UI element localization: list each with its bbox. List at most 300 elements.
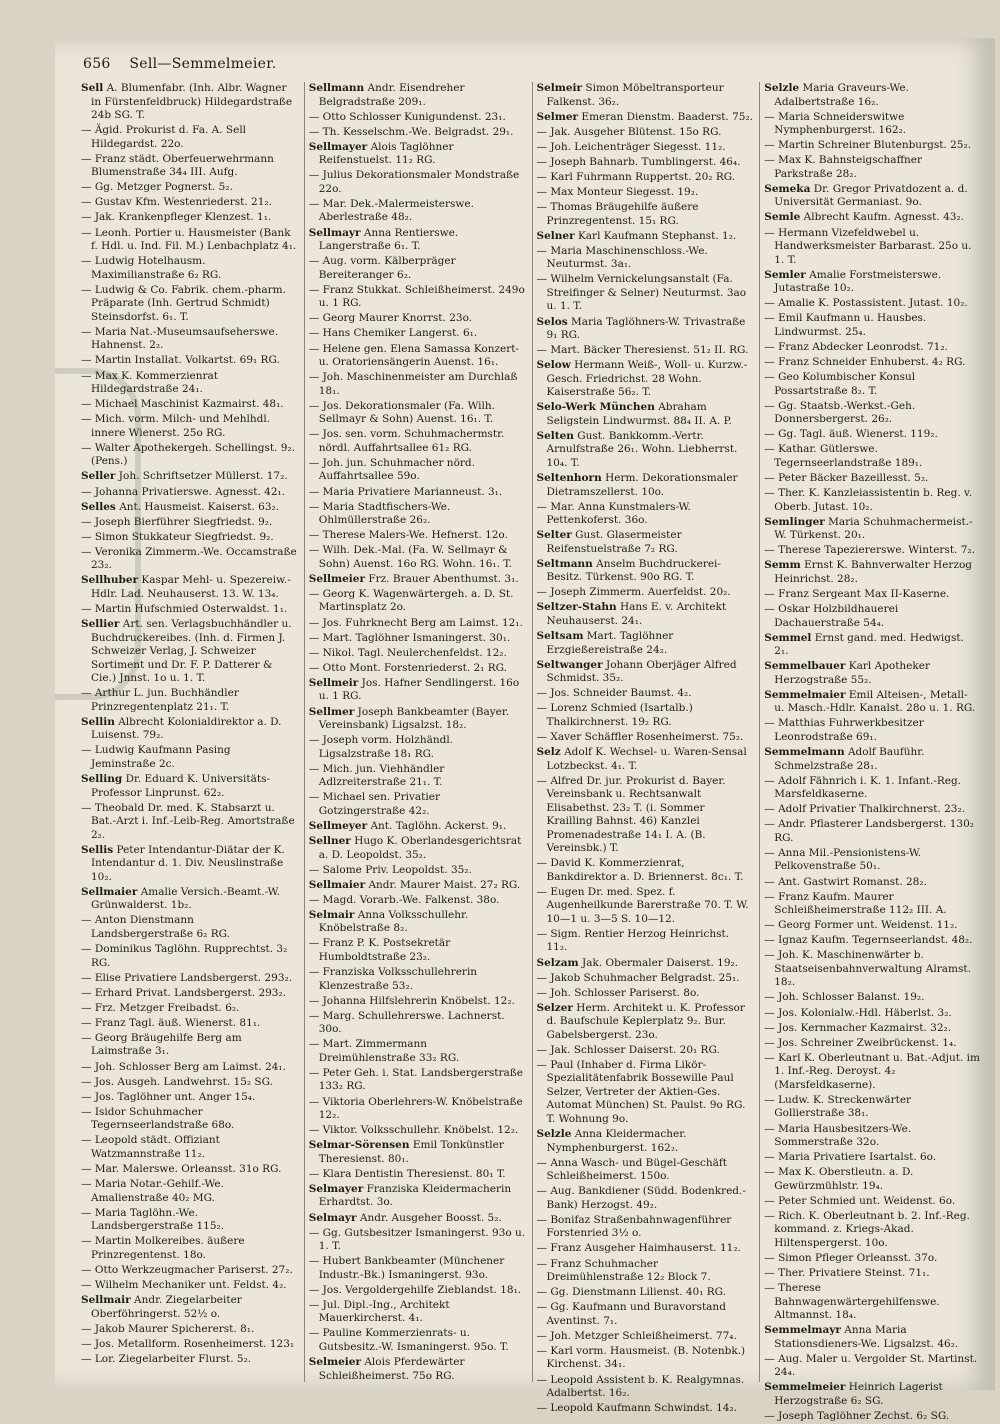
entry-text: — Jos. Ausgeh. Landwehrst. 15₂ SG. [81, 1075, 273, 1088]
entry-text: — Georg Maurer Knorrst. 23o. [308, 312, 473, 325]
entry-text: — Aug. Bankdiener (Südd. Bodenkred.-Bank) Herzogst. 49₂. [536, 1185, 746, 1211]
directory-entry [764, 400, 981, 427]
directory-entry [309, 647, 526, 661]
directory-columns [81, 82, 981, 1423]
directory-entry [764, 803, 981, 817]
directory-entry [764, 1037, 981, 1051]
directory-entry [764, 991, 981, 1005]
entry-text: — Leopold Assistent b. K. Realgymnas. Adalbertst. 16₂. [536, 1373, 745, 1399]
directory-entry [81, 618, 298, 686]
entry-text: — Joseph vorm. Holzhändl. Ligsalzstraße 18₁ RG. [308, 734, 454, 760]
directory-entry [537, 987, 754, 1001]
surname: Semmelbauer [764, 660, 846, 673]
entry-text: — Joseph Taglöhner Zechst. 6₂ SG. [764, 1410, 950, 1423]
directory-entry [309, 632, 526, 646]
directory-entry [81, 1207, 298, 1234]
surname: Selter [536, 529, 572, 542]
entry-text: — Klara Dentistin Theresienst. 80₁ T. [308, 1167, 506, 1180]
entry-text: — Johanna Privatierswe. Agnesst. 42₁. [81, 485, 286, 498]
entry-text: — Matthias Fuhrwerkbesitzer Leonrodstraße 69₁. [764, 717, 924, 743]
surname: Seller [81, 470, 116, 483]
directory-entry [81, 227, 298, 254]
directory-entry [81, 972, 298, 986]
directory-entry [81, 886, 298, 913]
directory-entry [309, 1096, 526, 1123]
entry-text: — Therese Malers-We. Hefnerst. 12o. [308, 529, 508, 542]
directory-entry [81, 1163, 298, 1177]
entry-text: — Viktoria Oberlehrers-W. Knöbelstraße 12₂. [308, 1095, 523, 1122]
entry-text: Adolf Bauführ. Schmelzstraße 28₁. [774, 746, 925, 772]
directory-entry [81, 1294, 298, 1321]
directory-entry [537, 659, 754, 686]
directory-entry [537, 1286, 754, 1300]
entry-text: — Franz Stukkat. Schleißheimerst. 249o u. 1 RG. [308, 283, 525, 310]
entry-text: — Hermann Vizefeldwebel u. Handwerksmeister Barbarast. 25o u. 1. T. [764, 226, 972, 266]
directory-entry [537, 957, 754, 971]
directory-entry [764, 775, 981, 802]
entry-text: — Sigm. Rentier Herzog Heinrichst. 11₂. [536, 927, 730, 954]
directory-entry [81, 687, 298, 714]
directory-entry [537, 529, 754, 556]
entry-text: — Maria Notar.-Gehilf.-We. Amalienstraße 40₂ MG. [81, 1178, 224, 1204]
entry-text: — Helene gen. Elena Samassa Konzert- u. Oratoriensängerin Auenst. 16₁. [308, 342, 520, 369]
entry-text: — Paul (Inhaber d. Firma Likör-Spezialitätenfabrik Bossewille Paul Selzer, Vertreter der Aktien-Ges. Automat München) St. Paulst. 9o RG. T. Wohnung 9o. [536, 1058, 746, 1125]
directory-entry [309, 864, 526, 878]
directory-entry [81, 844, 298, 885]
directory-entry [81, 1264, 298, 1278]
directory-entry [81, 1032, 298, 1059]
entry-text: — Franz städt. Oberfeuerwehrmann Blumenstraße 34₄ III. Aufg. [81, 152, 274, 179]
entry-text: Joseph Bankbeamter (Bayer. Vereinsbank) Ligsalzst. 18₂. [318, 705, 510, 732]
directory-entry [537, 1242, 754, 1256]
entry-text: — Wilhelm Vernickelungsanstalt (Fa. Streifinger & Selner) Neuturmst. 3ao u. 1. T. [536, 273, 747, 313]
directory-entry [309, 486, 526, 500]
directory-entry [764, 559, 981, 586]
entry-text: — Marg. Schullehrerswe. Lachnerst. 30o. [308, 1009, 505, 1036]
directory-entry [309, 573, 526, 587]
entry-text: — Ägid. Prokurist d. Fa. A. Sell Hildegardst. 22o. [81, 124, 247, 150]
surname: Sellin [81, 715, 115, 728]
entry-text: Herm. Architekt u. K. Professor d. Baufschule Keplerplatz 9₂. Bur. Gabelsbergerst. 23o. [546, 1001, 745, 1041]
surname: Semmelmann [764, 746, 845, 759]
directory-entry [764, 139, 981, 153]
entry-text: Mart. Taglöhner Erzgießereistraße 24₂. [546, 630, 674, 656]
entry-text: Andr. Maurer Maist. 27₂ RG. [368, 878, 521, 891]
entry-text: Amalie Versich.-Beamt.-W. Grünwalderst. 1b₂. [91, 885, 280, 912]
entry-text: — Franziska Volksschullehrerin Klenzestraße 53₂. [308, 966, 478, 992]
entry-text: — Viktor. Volksschullehr. Knöbelst. 12₂. [308, 1124, 519, 1137]
entry-text: Hermann Weiß-, Woll- u. Kurzw.-Gesch. Friedrichst. 28 Wohn. Kaiserstraße 56₂. T. [546, 359, 748, 399]
entry-text: — Maria Stadtfischers-We. Ohlmüllerstraße 26₂. [308, 500, 451, 527]
column-1 [81, 82, 298, 1382]
entry-text: Hans E. v. Architekt Neuhauserst. 24₁. [546, 601, 727, 627]
entry-text: — Joseph Zimmerm. Auerfeldst. 20₂. [536, 586, 731, 599]
entry-text: — Simon Stukkateur Siegfriedst. 9₂. [81, 530, 274, 543]
directory-entry [309, 706, 526, 733]
entry-text: — Otto Mont. Forstenriederst. 2₁ RG. [308, 661, 507, 674]
entry-text: — Mich. vorm. Milch- und Mehlhdl. innere Wienerst. 25o RG. [81, 413, 271, 439]
entry-text: — Franz Ausgeher Haimhauserst. 11₂. [536, 1242, 741, 1255]
directory-entry [537, 1185, 754, 1212]
entry-text: — Isidor Schuhmacher Tegernseerlandstraße 68o. [81, 1105, 235, 1132]
surname: Selzer [536, 1001, 573, 1014]
entry-text: Karl Kaufmann Stephanst. 1₂. [577, 229, 737, 242]
directory-entry [537, 156, 754, 170]
surname: Sellhuber [81, 574, 139, 587]
entry-text: — Anton Dienstmann Landsbergerstraße 6₂ RG. [81, 914, 230, 940]
directory-entry [309, 588, 526, 615]
entry-text: — Gg. Staatsb.-Werkst.-Geh. Donnersbergerst. 26₂. [764, 399, 916, 426]
entry-text: Maria Taglöhners-W. Trivastraße 9₁ RG. [546, 315, 746, 342]
directory-entry [81, 501, 298, 515]
directory-entry [764, 1381, 981, 1408]
entry-text: — Franz P. K. Postsekretär Humboldtstraße 23₂. [308, 937, 451, 963]
entry-text: Gust. Bankkomm.-Vertr. Arnulfstraße 26₁. Wohn. Liebherrst. 10₄. T. [546, 429, 738, 469]
entry-text: — Maria Privatiere Isartalst. 6o. [764, 1151, 937, 1164]
directory-entry [309, 1299, 526, 1326]
entry-text: — Jos. Metallform. Rosenheimerst. 123₁ [81, 1337, 295, 1350]
directory-entry [764, 312, 981, 339]
directory-entry [81, 1279, 298, 1293]
entry-text: — Georg Former unt. Weidenst. 11₂. [764, 919, 958, 932]
directory-entry [309, 835, 526, 862]
entry-text: — Oskar Holzbildhauerei Dachauerstraße 54₄. [764, 603, 899, 629]
directory-entry [81, 442, 298, 469]
directory-entry [309, 763, 526, 790]
directory-entry [537, 1258, 754, 1285]
directory-entry [537, 171, 754, 185]
directory-entry [81, 486, 298, 500]
entry-text: — Gg. Kaufmann und Buravorstand Aventinst. 7₁. [536, 1301, 726, 1327]
surname: Semlinger [764, 515, 825, 528]
entry-text: Adolf K. Wechsel- u. Waren-Sensal Lotzbeckst. 4₁. T. [546, 746, 747, 772]
entry-text: — Magd. Vorarb.-We. Falkenst. 38o. [308, 893, 500, 906]
entry-text: — Wilh. Dek.-Mal. (Fa. W. Sellmayr & Sohn) Auenst. 16o RG. Wohn. 16₁. T. [308, 544, 513, 570]
directory-entry [309, 169, 526, 196]
directory-entry [309, 1255, 526, 1282]
directory-entry [309, 141, 526, 168]
entry-text: — Johanna Hilfslehrerin Knöbelst. 12₂. [308, 994, 515, 1007]
directory-entry [309, 1038, 526, 1065]
directory-entry [764, 356, 981, 370]
column-3 [532, 82, 754, 1415]
entry-text: — Martin Schreiner Blutenburgst. 25₂. [764, 139, 972, 152]
directory-entry [537, 230, 754, 244]
directory-entry [309, 82, 526, 109]
directory-entry [81, 716, 298, 743]
entry-text: — Gg. Metzger Pognerst. 5₂. [81, 181, 233, 194]
entry-text: — Gg. Gutsbesitzer Ismaningerst. 93o u. 1. T. [308, 1226, 526, 1253]
entry-text: — Jakob Schuhmacher Belgradst. 25₁. [536, 971, 740, 984]
entry-text: — Ludw. K. Streckenwärter Gollierstraße 38₁. [764, 1093, 912, 1120]
entry-text: Anselm Buchdruckerei-Besitz. Türkenst. 90o RG. T. [546, 557, 721, 584]
directory-entry [537, 1002, 754, 1043]
directory-entry [81, 914, 298, 941]
entry-text: — Jak. Ausgeher Blütenst. 15o RG. [536, 125, 722, 138]
directory-entry [764, 1022, 981, 1036]
entry-text: — Franz Schneider Enhuberst. 4₂ RG. [764, 356, 966, 369]
directory-entry [764, 717, 981, 744]
directory-entry [309, 734, 526, 761]
entry-text: — Ignaz Kaufm. Tegernseerlandst. 48₂. [764, 934, 973, 947]
directory-entry [81, 1017, 298, 1031]
entry-text: — Veronika Zimmerm.-We. Occamstraße 23₂. [81, 545, 297, 572]
entry-text: — Karl K. Oberleutnant u. Bat.-Adjut. im 1. Inf.-Reg. Deroyst. 4₂ (Marsfeldkaserne). [764, 1051, 980, 1091]
directory-entry [537, 344, 754, 358]
directory-entry [309, 662, 526, 676]
entry-text: — Jos. Kernmacher Kazmairst. 32₂. [764, 1021, 952, 1034]
directory-entry [81, 546, 298, 573]
surname: Selzam [536, 956, 579, 969]
entry-text: — Franz Tagl. äuß. Wienerst. 81₁. [81, 1016, 261, 1029]
surname: Semmelmeier [764, 1381, 846, 1394]
entry-text: — Jos. Fuhrknecht Berg am Laimst. 12₁. [308, 616, 523, 629]
directory-entry [81, 370, 298, 397]
directory-entry [764, 472, 981, 486]
entry-text: Jos. Hafner Sendlingerst. 16o u. 1 RG. [318, 676, 520, 703]
entry-text: — Joh. Metzger Schleißheimerst. 77₄. [536, 1329, 737, 1342]
entry-text: — Bonifaz Straßenbahnwagenführer Forstenried 3½ o. [536, 1213, 732, 1240]
entry-text: — Jos. Dekorationsmaler (Fa. Wilh. Sellmayr & Sohn) Auenst. 16₁. T. [308, 399, 496, 426]
directory-entry [764, 1094, 981, 1121]
column-4 [759, 82, 981, 1423]
directory-entry [537, 928, 754, 955]
directory-entry [537, 630, 754, 657]
entry-text: — Max K. Bahnsteigschaffner Parkstraße 28₂. [764, 154, 923, 180]
directory-entry [309, 126, 526, 140]
directory-entry [764, 603, 981, 630]
directory-entry [309, 966, 526, 993]
entry-text: — Julius Dekorationsmaler Mondstraße 22o. [308, 169, 520, 195]
entry-text: — Franz Schuhmacher Dreimühlenstraße 12₂ Block 7. [536, 1257, 711, 1284]
entry-text: — Joseph Bierführer Siegfriedst. 9₂. [81, 515, 273, 528]
entry-text: — Anna Mil.-Pensionistens-W. Pelkovenstraße 50₁. [764, 846, 922, 873]
directory-entry [537, 316, 754, 343]
directory-entry [764, 1007, 981, 1021]
entry-text: — Ludwig Kaufmann Pasing Jeminstraße 2c. [81, 744, 231, 770]
entry-text: — Simon Pfleger Orleansst. 37o. [764, 1252, 938, 1264]
entry-text: Ant. Hausmeist. Kaiserst. 63₂. [119, 500, 280, 513]
directory-entry [764, 1151, 981, 1165]
entry-text: Peter Intendantur-Diätar der K. Intendantur d. 1. Div. Neuslinstraße 10₂. [91, 843, 285, 883]
entry-text: Simon Möbeltransporteur Falkenst. 36₂. [546, 82, 724, 108]
entry-text: Albrecht Kolonialdirektor a. D. Luisenst. 79₂. [91, 715, 282, 742]
surname: Semmelmaier [764, 688, 846, 701]
page-header [83, 56, 276, 72]
directory-entry [764, 919, 981, 933]
directory-entry [537, 141, 754, 155]
entry-text: Ant. Taglöhn. Ackerst. 9₁. [370, 819, 507, 832]
surname: Semm [764, 559, 801, 572]
directory-entry [81, 1235, 298, 1262]
directory-entry [309, 544, 526, 571]
surname: Seltwanger [536, 658, 603, 671]
directory-entry [81, 1091, 298, 1105]
directory-entry [81, 943, 298, 970]
entry-text: — Max K. Kommerzienrat Hildegardstraße 24₁. [81, 369, 219, 396]
directory-entry [81, 284, 298, 325]
entry-text: — Jakob Maurer Spichererst. 8₁. [81, 1322, 255, 1335]
entry-text: — Jos. Kolonialw.-Hdl. Häberlst. 3₂. [764, 1006, 952, 1019]
entry-text: — Georg K. Wagenwärtergeh. a. D. St. Martinsplatz 2o. [308, 587, 514, 614]
directory-entry [309, 1168, 526, 1182]
entry-text: Anna Volksschullehr. Knöbelstraße 8₂. [318, 908, 469, 935]
entry-text: Maria Schuhmachermeist.-W. Türkenst. 20₁. [774, 515, 973, 542]
surname: Selmeir [536, 82, 583, 94]
directory-entry [764, 1410, 981, 1424]
directory-entry [309, 327, 526, 341]
directory-entry [309, 1327, 526, 1354]
directory-entry [537, 702, 754, 729]
directory-entry [764, 1282, 981, 1323]
directory-entry [81, 1353, 298, 1367]
entry-text: — Frz. Metzger Freibadst. 6₂. [81, 1001, 240, 1014]
entry-text: — Mar. Dek.-Malermeisterswe. Aberlestraße 48₂. [308, 197, 474, 224]
directory-entry [309, 428, 526, 455]
entry-text: — Jos. Schneider Baumst. 4₂. [536, 687, 692, 700]
directory-entry [537, 111, 754, 125]
directory-entry [764, 876, 981, 890]
entry-text: — Elise Privatiere Landsbergerst. 293₂. [81, 971, 293, 984]
directory-entry [309, 312, 526, 326]
directory-entry [764, 211, 981, 225]
directory-entry [81, 354, 298, 368]
directory-entry [81, 987, 298, 1001]
entry-text: A. Blumenfabr. (Inh. Albr. Wagner in Fürstenfeldbruck) Hildegardstraße 24b SG. T. [91, 82, 293, 121]
directory-entry [309, 1356, 526, 1383]
directory-entry [309, 1067, 526, 1094]
directory-entry [81, 744, 298, 771]
directory-entry [537, 775, 754, 856]
directory-entry [81, 773, 298, 800]
directory-entry [81, 255, 298, 282]
entry-text: — Max K. Oberstleutn. a. D. Gewürzmühlstr. 19₄. [764, 1166, 914, 1192]
surname: Sellmeyer [308, 819, 368, 832]
directory-entry [764, 660, 981, 687]
directory-entry [81, 1061, 298, 1075]
entry-text: — Peter Bäcker Bazeillesst. 5₂. [764, 472, 929, 484]
directory-entry [81, 124, 298, 151]
surname: Selling [81, 773, 123, 786]
directory-entry [81, 1076, 298, 1090]
entry-text: — Franz Sergeant Max II-Kaserne. [764, 587, 950, 600]
entry-text: — Eugen Dr. med. Spez. f. Augenheilkunde Barerstraße 70. T. W. 10—1 u. 3—5 S. 10—12. [536, 885, 749, 925]
directory-entry [537, 586, 754, 600]
entry-text: — Leopold städt. Offiziant Watzmannstraße 11₂. [81, 1134, 220, 1160]
entry-text: Ernst K. Bahnverwalter Herzog Heinrichst. 28₂. [774, 559, 973, 585]
directory-entry [309, 677, 526, 704]
surname: Seltmann [536, 557, 593, 570]
entry-text: — Alfred Dr. jur. Prokurist d. Bayer. Vereinsbank u. Rechtsanwalt Elisabethst. 23₂ T. (i. Sommer Krailling Bahnst. 46) Kanzlei Promenadestraße 14₁ I. A. (B. Vereinsbk.) T. [536, 774, 726, 855]
directory-entry [309, 1183, 526, 1210]
entry-text: — Mich. jun. Viehhändler Adlzreiterstraße 21₁. T. [308, 762, 445, 789]
entry-text: — Adolf Privatier Thalkirchnerst. 23₂. [764, 803, 966, 816]
directory-entry [81, 1323, 298, 1337]
entry-text: — Mart. Taglöhner Ismaningerst. 30₁. [308, 631, 511, 644]
directory-entry [764, 1252, 981, 1266]
surname: Sellner [308, 835, 351, 847]
entry-text: — Joh. Schlosser Berg am Laimst. 24₁. [81, 1060, 286, 1073]
directory-entry [764, 82, 981, 109]
directory-entry [764, 341, 981, 355]
directory-entry [764, 746, 981, 773]
directory-entry [764, 934, 981, 948]
directory-entry [537, 501, 754, 528]
directory-entry [764, 1052, 981, 1093]
entry-text: Dr. Gregor Privatdozent a. d. Universität Germaniast. 9o. [774, 182, 968, 209]
surname: Selmeier [308, 1356, 361, 1369]
entry-text: Herm. Dekorationsmaler Dietramszellerst. 10o. [546, 472, 738, 498]
entry-text: Emil Alteisen-, Metall- u. Masch.-Hdlr. Kanalst. 28o u. 1. RG. [774, 688, 976, 715]
directory-entry [81, 802, 298, 843]
directory-entry [764, 1195, 981, 1209]
directory-entry [309, 1139, 526, 1166]
directory-entry [764, 949, 981, 990]
directory-entry [537, 972, 754, 986]
entry-text: Albrecht Kaufm. Agnesst. 43₂. [803, 211, 964, 224]
directory-entry [81, 211, 298, 225]
directory-entry [309, 879, 526, 893]
entry-text: Anna Kleidermacher. Nymphenburgerst. 162₂. [546, 1128, 687, 1154]
directory-entry [764, 487, 981, 514]
entry-text: Abraham Seligstein Lindwurmst. 88₄ II. A. P. [546, 401, 732, 427]
entry-text: Karl Apotheker Herzogstraße 55₂. [774, 660, 930, 686]
directory-entry [764, 1210, 981, 1251]
directory-entry [764, 847, 981, 874]
surname: Sellmeier [308, 572, 365, 585]
entry-text: — Nikol. Tagl. Neulerchenfeldst. 12₂. [308, 646, 507, 659]
directory-entry [537, 687, 754, 701]
directory-entry [764, 1353, 981, 1380]
directory-entry [81, 413, 298, 440]
directory-entry [81, 516, 298, 530]
entry-text: Anna Maria Stationsdieners-We. Ligsalzst. 46₂. [774, 1324, 959, 1350]
entry-text: — Theobald Dr. med. K. Stabsarzt u. Bat.-Arzt i. Inf.-Leib-Reg. Amortstraße 2₂. [81, 801, 295, 841]
entry-text: Anna Rentierswe. Langerstraße 6₁. T. [318, 226, 459, 253]
entry-text: — Hans Chemiker Langerst. 6₁. [308, 327, 478, 340]
directory-entry [81, 326, 298, 353]
directory-entry [537, 1402, 754, 1416]
entry-text: — Leonh. Portier u. Hausmeister (Bank f. Hdl. u. Ind. Fil. M.) Lenbachplatz 4₁. [81, 226, 297, 253]
surname: Selmair [308, 908, 355, 921]
surname: Seltsam [536, 630, 584, 643]
directory-entry [537, 886, 754, 927]
surname: Sellmayr [308, 226, 361, 239]
entry-text: — Joh. Schlosser Pariserst. 8o. [536, 986, 700, 999]
directory-entry [309, 371, 526, 398]
directory-entry [537, 1374, 754, 1401]
entry-text: Heinrich Lagerist Herzogstraße 6₂ SG. [774, 1381, 943, 1407]
surname: Selzle [764, 82, 800, 94]
entry-text: Andr. Ausgeher Boosst. 5₂. [359, 1211, 502, 1224]
directory-entry [537, 1044, 754, 1058]
directory-entry [764, 154, 981, 181]
directory-entry [309, 909, 526, 936]
directory-entry [309, 1212, 526, 1226]
entry-text: — Walter Apothekergeh. Schellingst. 9₂. (Pens.) [81, 441, 296, 468]
directory-entry [537, 1214, 754, 1241]
directory-entry [81, 470, 298, 484]
directory-entry [764, 818, 981, 845]
directory-entry [81, 1134, 298, 1161]
entry-text: — Joh. Maschinenmeister am Durchlaß 18₁. [308, 371, 518, 397]
entry-text: — Karl vorm. Hausmeist. (B. Notenbk.) Kirchenst. 34₁. [536, 1344, 746, 1371]
directory-entry [764, 428, 981, 442]
entry-text: Emil Tonkünstler Theresienst. 80₁. [318, 1139, 504, 1165]
entry-text: — Mart. Bäcker Theresienst. 51₂ II. RG. [536, 344, 749, 357]
entry-text: — Xaver Schäffler Rosenheimerst. 75₂. [536, 730, 744, 743]
entry-text: Emeran Dienstm. Baaderst. 75₂. [581, 110, 754, 123]
